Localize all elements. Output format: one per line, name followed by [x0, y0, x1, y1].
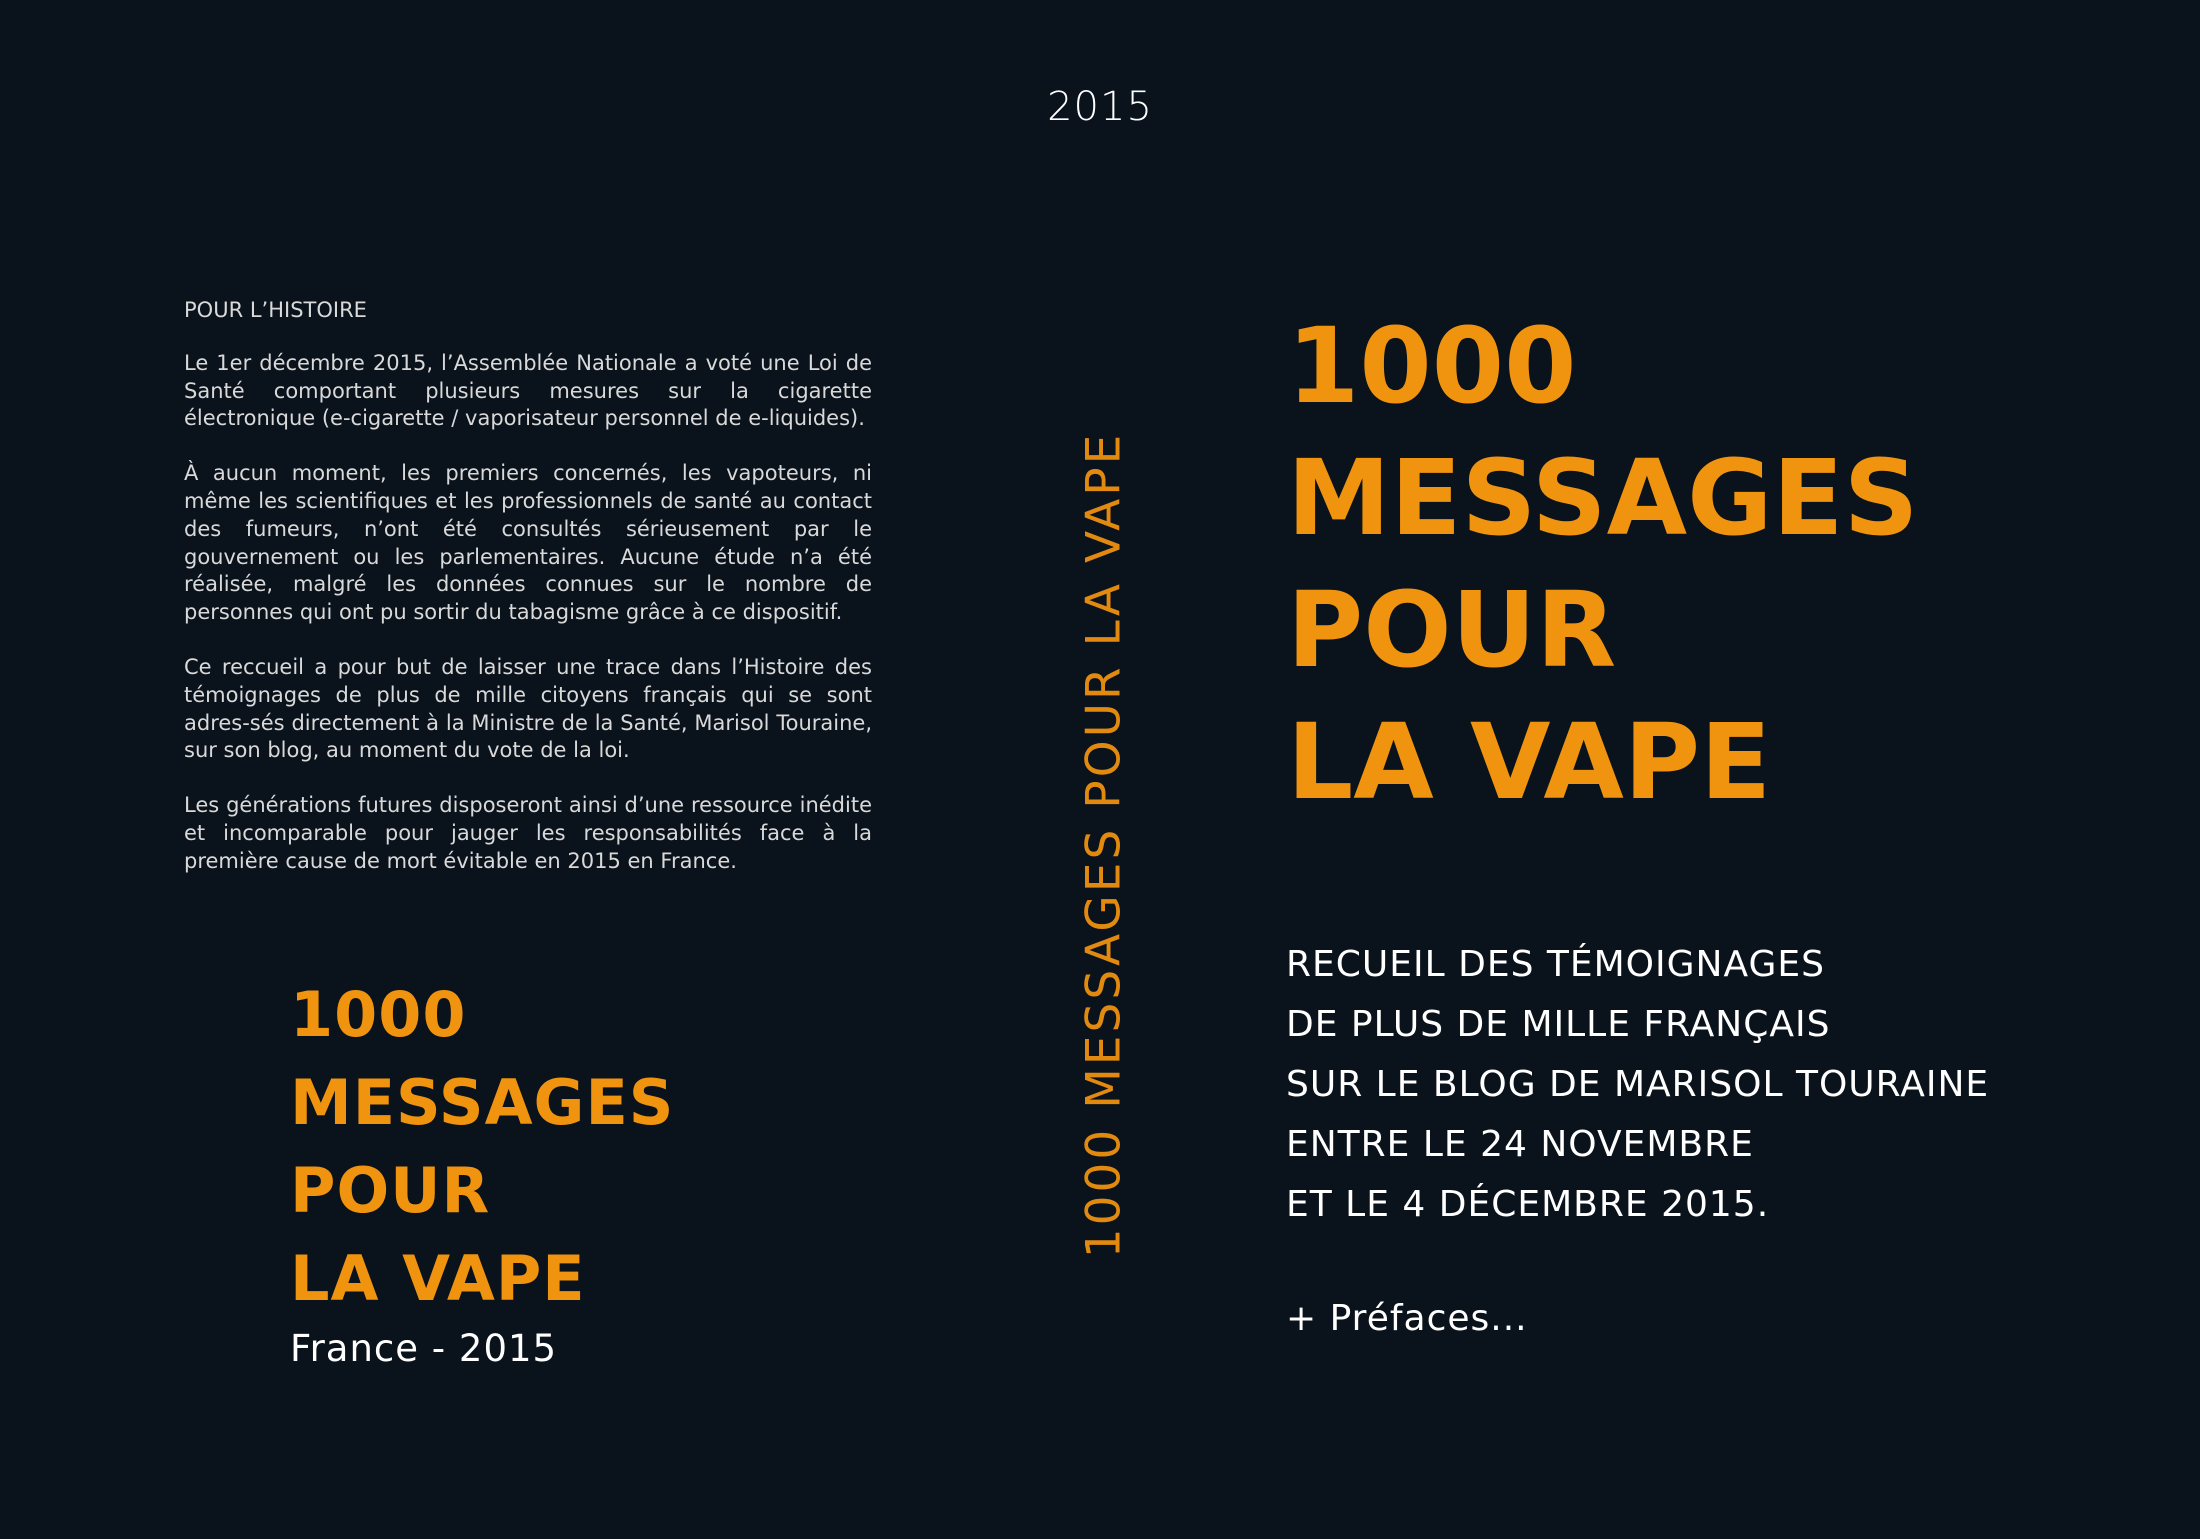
year-label: 2015 [1047, 84, 1153, 130]
back-title-line: POUR [290, 1154, 491, 1227]
back-cover-title [290, 971, 674, 1323]
back-title-line: MESSAGES [290, 1066, 675, 1139]
front-title-line: POUR [1287, 569, 1617, 691]
back-cover-paragraph: Le 1er décembre 2015, l’Assemblée Nationale a voté une Loi de Santé comportant plusieurs mesures sur la cigarette électronique (e-cigarette / vaporisateur personnel de e-liquides). [184, 350, 872, 431]
spine-title: 1000 MESSAGES POUR LA VAPE [1076, 431, 1132, 1259]
front-cover-description [1286, 935, 1989, 1235]
back-title-line: 1000 [290, 978, 467, 1051]
back-title-line: LA VAPE [290, 1242, 586, 1315]
back-cover-heading: POUR L’HISTOIRE [184, 298, 367, 322]
description-line: ENTRE LE 24 NOVEMBRE [1286, 1124, 1754, 1165]
back-cover-text [184, 297, 872, 903]
description-line: ET LE 4 DÉCEMBRE 2015. [1286, 1184, 1770, 1225]
back-cover-subtitle: France - 2015 [290, 1327, 558, 1370]
back-cover-paragraph: À aucun moment, les premiers concernés, les vapoteurs, ni même les scientifiques et les professionnels de santé au contact des fumeurs, n’ont été consultés sérieusement par le gouvernement ou les parlementaires. Aucune étude n’a été réalisée, malgré les données connues sur le nombre de personnes qui ont pu sortir du tabagisme grâce à ce dispositif. [184, 461, 872, 625]
front-title-line: MESSAGES [1287, 437, 1919, 559]
back-cover-paragraph: Ce reccueil a pour but de laisser une trace dans l’Histoire des témoignages de plus de mille citoyens français qui se sont adres-sés directement à la Ministre de la Santé, Marisol Touraine, sur son blog, au moment du vote de la loi. [184, 654, 872, 763]
front-title-line: LA VAPE [1287, 701, 1772, 823]
description-line: DE PLUS DE MILLE FRANÇAIS [1286, 1004, 1831, 1045]
front-title-line: 1000 [1287, 305, 1577, 427]
front-cover-title [1287, 300, 1918, 828]
prefaces-note: + Préfaces... [1286, 1298, 1528, 1339]
description-line: RECUEIL DES TÉMOIGNAGES [1286, 944, 1825, 985]
back-cover-paragraph: Les générations futures disposeront ainsi d’une ressource inédite et incomparable pour jauger les responsabilités face à la première cause de mort évitable en 2015 en France. [184, 793, 872, 873]
description-line: SUR LE BLOG DE MARISOL TOURAINE [1286, 1064, 1990, 1105]
